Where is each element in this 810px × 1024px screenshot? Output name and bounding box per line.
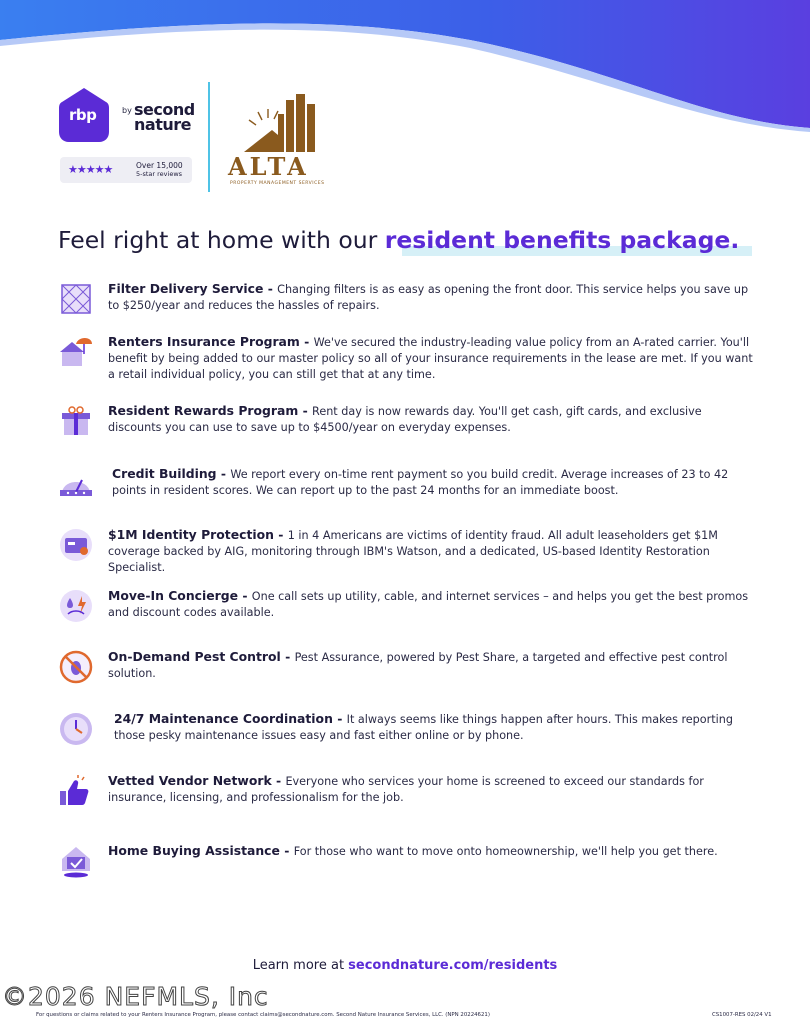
- logo-area: [58, 82, 358, 194]
- thumbs-up-icon: [58, 773, 94, 809]
- benefit-desc: Everyone who services your home is screened to exceed our standards for insurance, licensing, and professionalism for the job.: [108, 775, 704, 804]
- review-badge: [60, 157, 192, 183]
- benefit-desc: For those who want to move onto homeownership, we'll help you get there.: [293, 845, 718, 858]
- benefit-title: Credit Building -: [112, 466, 231, 481]
- utilities-icon: [58, 588, 94, 624]
- benefit-text: [108, 334, 758, 383]
- benefit-desc: One call sets up utility, cable, and internet services – and helps you get the best promos and discount codes available.: [108, 590, 749, 619]
- benefit-title: On-Demand Pest Control -: [108, 649, 295, 664]
- benefit-desc: We've secured the industry-leading value policy from an A-rated carrier. You'll benefit by being added to our master policy so all of your insurance requirements in the lease are met. If you want a retail individual policy, you can still get that at any time.: [108, 336, 753, 381]
- benefit-title: Vetted Vendor Network -: [108, 773, 286, 788]
- gift-icon: [58, 403, 94, 439]
- review-label: 5-star reviews: [136, 170, 183, 178]
- residents-link[interactable]: secondnature.com/residents: [348, 958, 558, 973]
- benefit-title: Resident Rewards Program -: [108, 403, 313, 418]
- benefit-text: [108, 588, 758, 621]
- no-pest-icon: [58, 649, 94, 685]
- learn-more: [0, 958, 810, 973]
- benefit-text: [108, 773, 758, 806]
- benefit-title: Home Buying Assistance -: [108, 843, 294, 858]
- benefit-text: [114, 711, 764, 744]
- by-text: by: [122, 106, 132, 115]
- home-check-icon: [58, 843, 94, 879]
- benefit-desc: Changing filters is as easy as opening the front door. This service helps you save up to $250/year and reduces the hassles of repairs.: [108, 283, 749, 312]
- brand-name: second nature: [134, 100, 195, 134]
- document-code: CS1007-RES 02/24 V1: [712, 1012, 772, 1018]
- page-headline: [58, 226, 739, 254]
- learn-more-lead: Learn more at: [252, 958, 349, 973]
- benefit-desc: It always seems like things happen after hours. This makes reporting those pesky maintenance issues easy and fast either online or by phone.: [114, 713, 733, 742]
- review-text: [136, 161, 183, 179]
- benefit-desc: We report every on-time rent payment so you build credit. Average increases of 23 to 42 points in resident scores. We can report up to the past 24 months for an immediate boost.: [112, 468, 729, 497]
- footer-disclaimer: For questions or claims related to your Renters Insurance Program, please contact claims@secondnature.com. Second Nature Insurance Services, LLC. (NPN 20224621): [36, 1012, 490, 1018]
- clock-icon: [58, 711, 94, 747]
- partner-name: ALTA: [228, 152, 309, 181]
- benefit-desc: Rent day is now rewards day. You'll get cash, gift cards, and exclusive discounts you can use to save up to $4500/year on everyday expenses.: [108, 405, 702, 434]
- stars-icon: ★★★★★: [68, 163, 113, 176]
- benefit-text: [108, 527, 758, 576]
- benefit-title: 24/7 Maintenance Coordination -: [114, 711, 347, 726]
- benefit-title: $1M Identity Protection -: [108, 527, 288, 542]
- benefit-desc: 1 in 4 Americans are victims of identity fraud. All adult leaseholders get $1M coverage backed by AIG, monitoring through IBM's Watson, and a dedicated, US-based Identity Restoration Specialist.: [108, 529, 718, 574]
- rbp-logo-text: rbp: [69, 106, 97, 124]
- headline-highlight: resident benefits package.: [384, 226, 740, 254]
- benefit-text: [108, 649, 758, 682]
- id-card-icon: [58, 527, 94, 563]
- logo-divider: [208, 82, 210, 192]
- credit-gauge-icon: [58, 466, 94, 502]
- benefit-text: [108, 843, 758, 860]
- watermark: ©2026 NEFMLS, Inc: [2, 982, 269, 1011]
- review-count: Over 15,000: [136, 161, 183, 170]
- benefit-title: Renters Insurance Program -: [108, 334, 314, 349]
- benefit-text: [108, 281, 758, 314]
- benefit-text: [112, 466, 762, 499]
- headline-lead: Feel right at home with our: [58, 226, 385, 254]
- benefit-desc: Pest Assurance, powered by Pest Share, a targeted and effective pest control solution.: [108, 651, 728, 680]
- benefit-title: Filter Delivery Service -: [108, 281, 278, 296]
- benefit-title: Move-In Concierge -: [108, 588, 252, 603]
- filter-icon: [58, 281, 94, 317]
- umbrella-house-icon: [58, 334, 94, 370]
- benefit-text: [108, 403, 758, 436]
- partner-subtitle: PROPERTY MANAGEMENT SERVICES: [230, 181, 325, 186]
